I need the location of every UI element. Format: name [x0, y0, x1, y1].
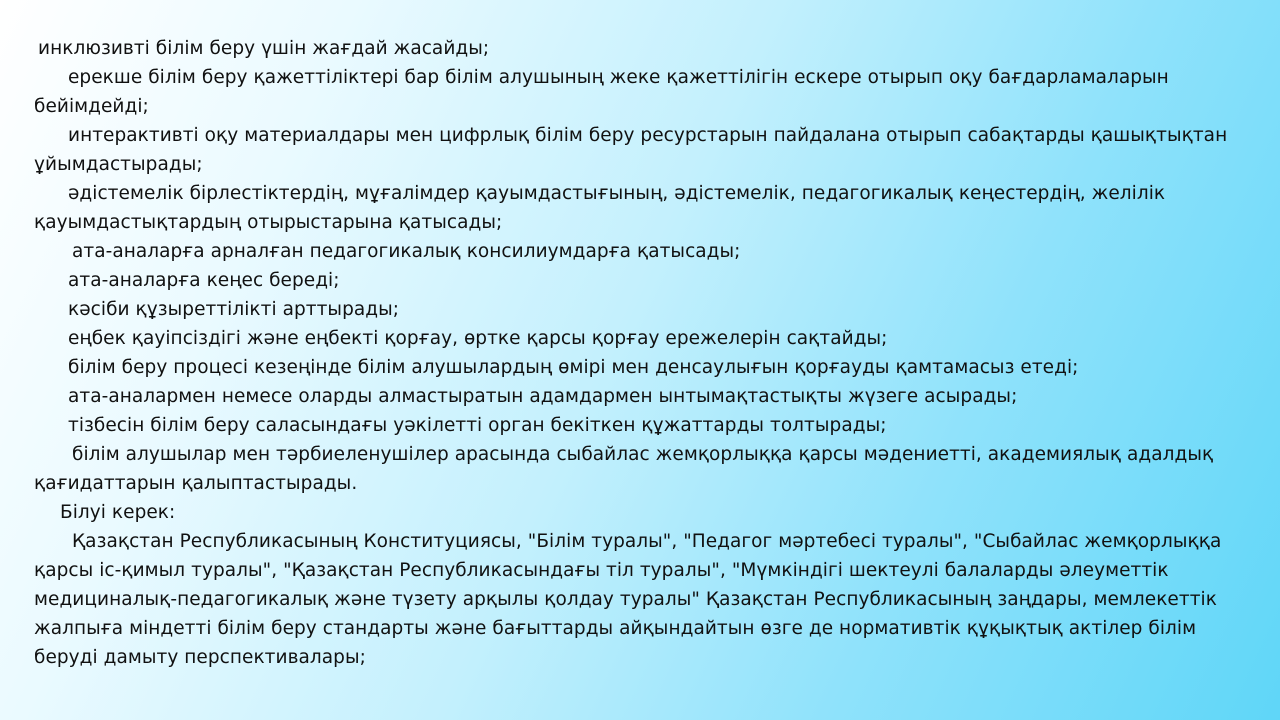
paragraph-inclusive-education: инклюзивті білім беру үшін жағдай жасайды;	[38, 38, 490, 59]
paragraph-labor-safety: еңбек қауіпсіздігі және еңбекті қорғау, өртке қарсы қорғау ережелерін сақтайды;	[68, 328, 888, 349]
paragraph-documents: тізбесін білім беру саласындағы уәкілетті орган бекіткен құжаттарды толтырады;	[68, 415, 887, 436]
paragraph-adapt-programs: ерекше білім беру қажеттіліктері бар білім алушының жеке қажеттілігін ескере отырып оқу бағдарламаларын бейімдейді;	[34, 67, 1169, 117]
paragraph-laws-and-standards: Қазақстан Республикасының Конституциясы, "Білім туралы", "Педагог мәртебесі туралы", "Сыбайлас жемқорлыққа қарсы іс-қимыл туралы", "Қазақстан Республикасындағы тіл туралы", "Мүмкіндігі шектеулі балаларды әлеуметтік медициналық-педагогикалық және түзету арқылы қолдау туралы" Қазақстан Республикасының заңдары, мемлекеттік жалпыға міндетті білім беру стандарты және бағыттарды айқындайтын өзге де нормативтік құқықтық актілер білім беруді дамыту перспективалары;	[34, 531, 1222, 668]
section-heading-must-know: Білуі керек:	[60, 502, 176, 523]
paragraph-parent-advice: ата-аналарға кеңес береді;	[68, 270, 340, 291]
paragraph-methodical-meetings: әдістемелік бірлестіктердің, мұғалімдер қауымдастығының, әдістемелік, педагогикалық кеңестердің, желілік қауымдастықтардың отырыстарына қатысады;	[34, 183, 1166, 233]
paragraph-professional-competence: кәсіби құзыреттілікті арттырады;	[68, 299, 400, 320]
slide-text-body	[34, 34, 1250, 694]
paragraph-anti-corruption: білім алушылар мен тәрбиеленушілер арасында сыбайлас жемқорлыққа қарсы мәдениетті, академиялық адалдық қағидаттарын қалыптастырады.	[34, 444, 1214, 494]
paragraph-student-health: білім беру процесі кезеңінде білім алушылардың өмірі мен денсаулығын қорғауды қамтамасыз етеді;	[68, 357, 1079, 378]
paragraph-remote-lessons: интерактивті оқу материалдары мен цифрлық білім беру ресурстарын пайдалана отырып сабақтарды қашықтықтан ұйымдастырады;	[34, 125, 1228, 175]
paragraph-parent-consilium: ата-аналарға арналған педагогикалық консилиумдарға қатысады;	[72, 241, 741, 262]
paragraph-parent-cooperation: ата-аналармен немесе оларды алмастыратын адамдармен ынтымақтастықты жүзеге асырады;	[68, 386, 1018, 407]
